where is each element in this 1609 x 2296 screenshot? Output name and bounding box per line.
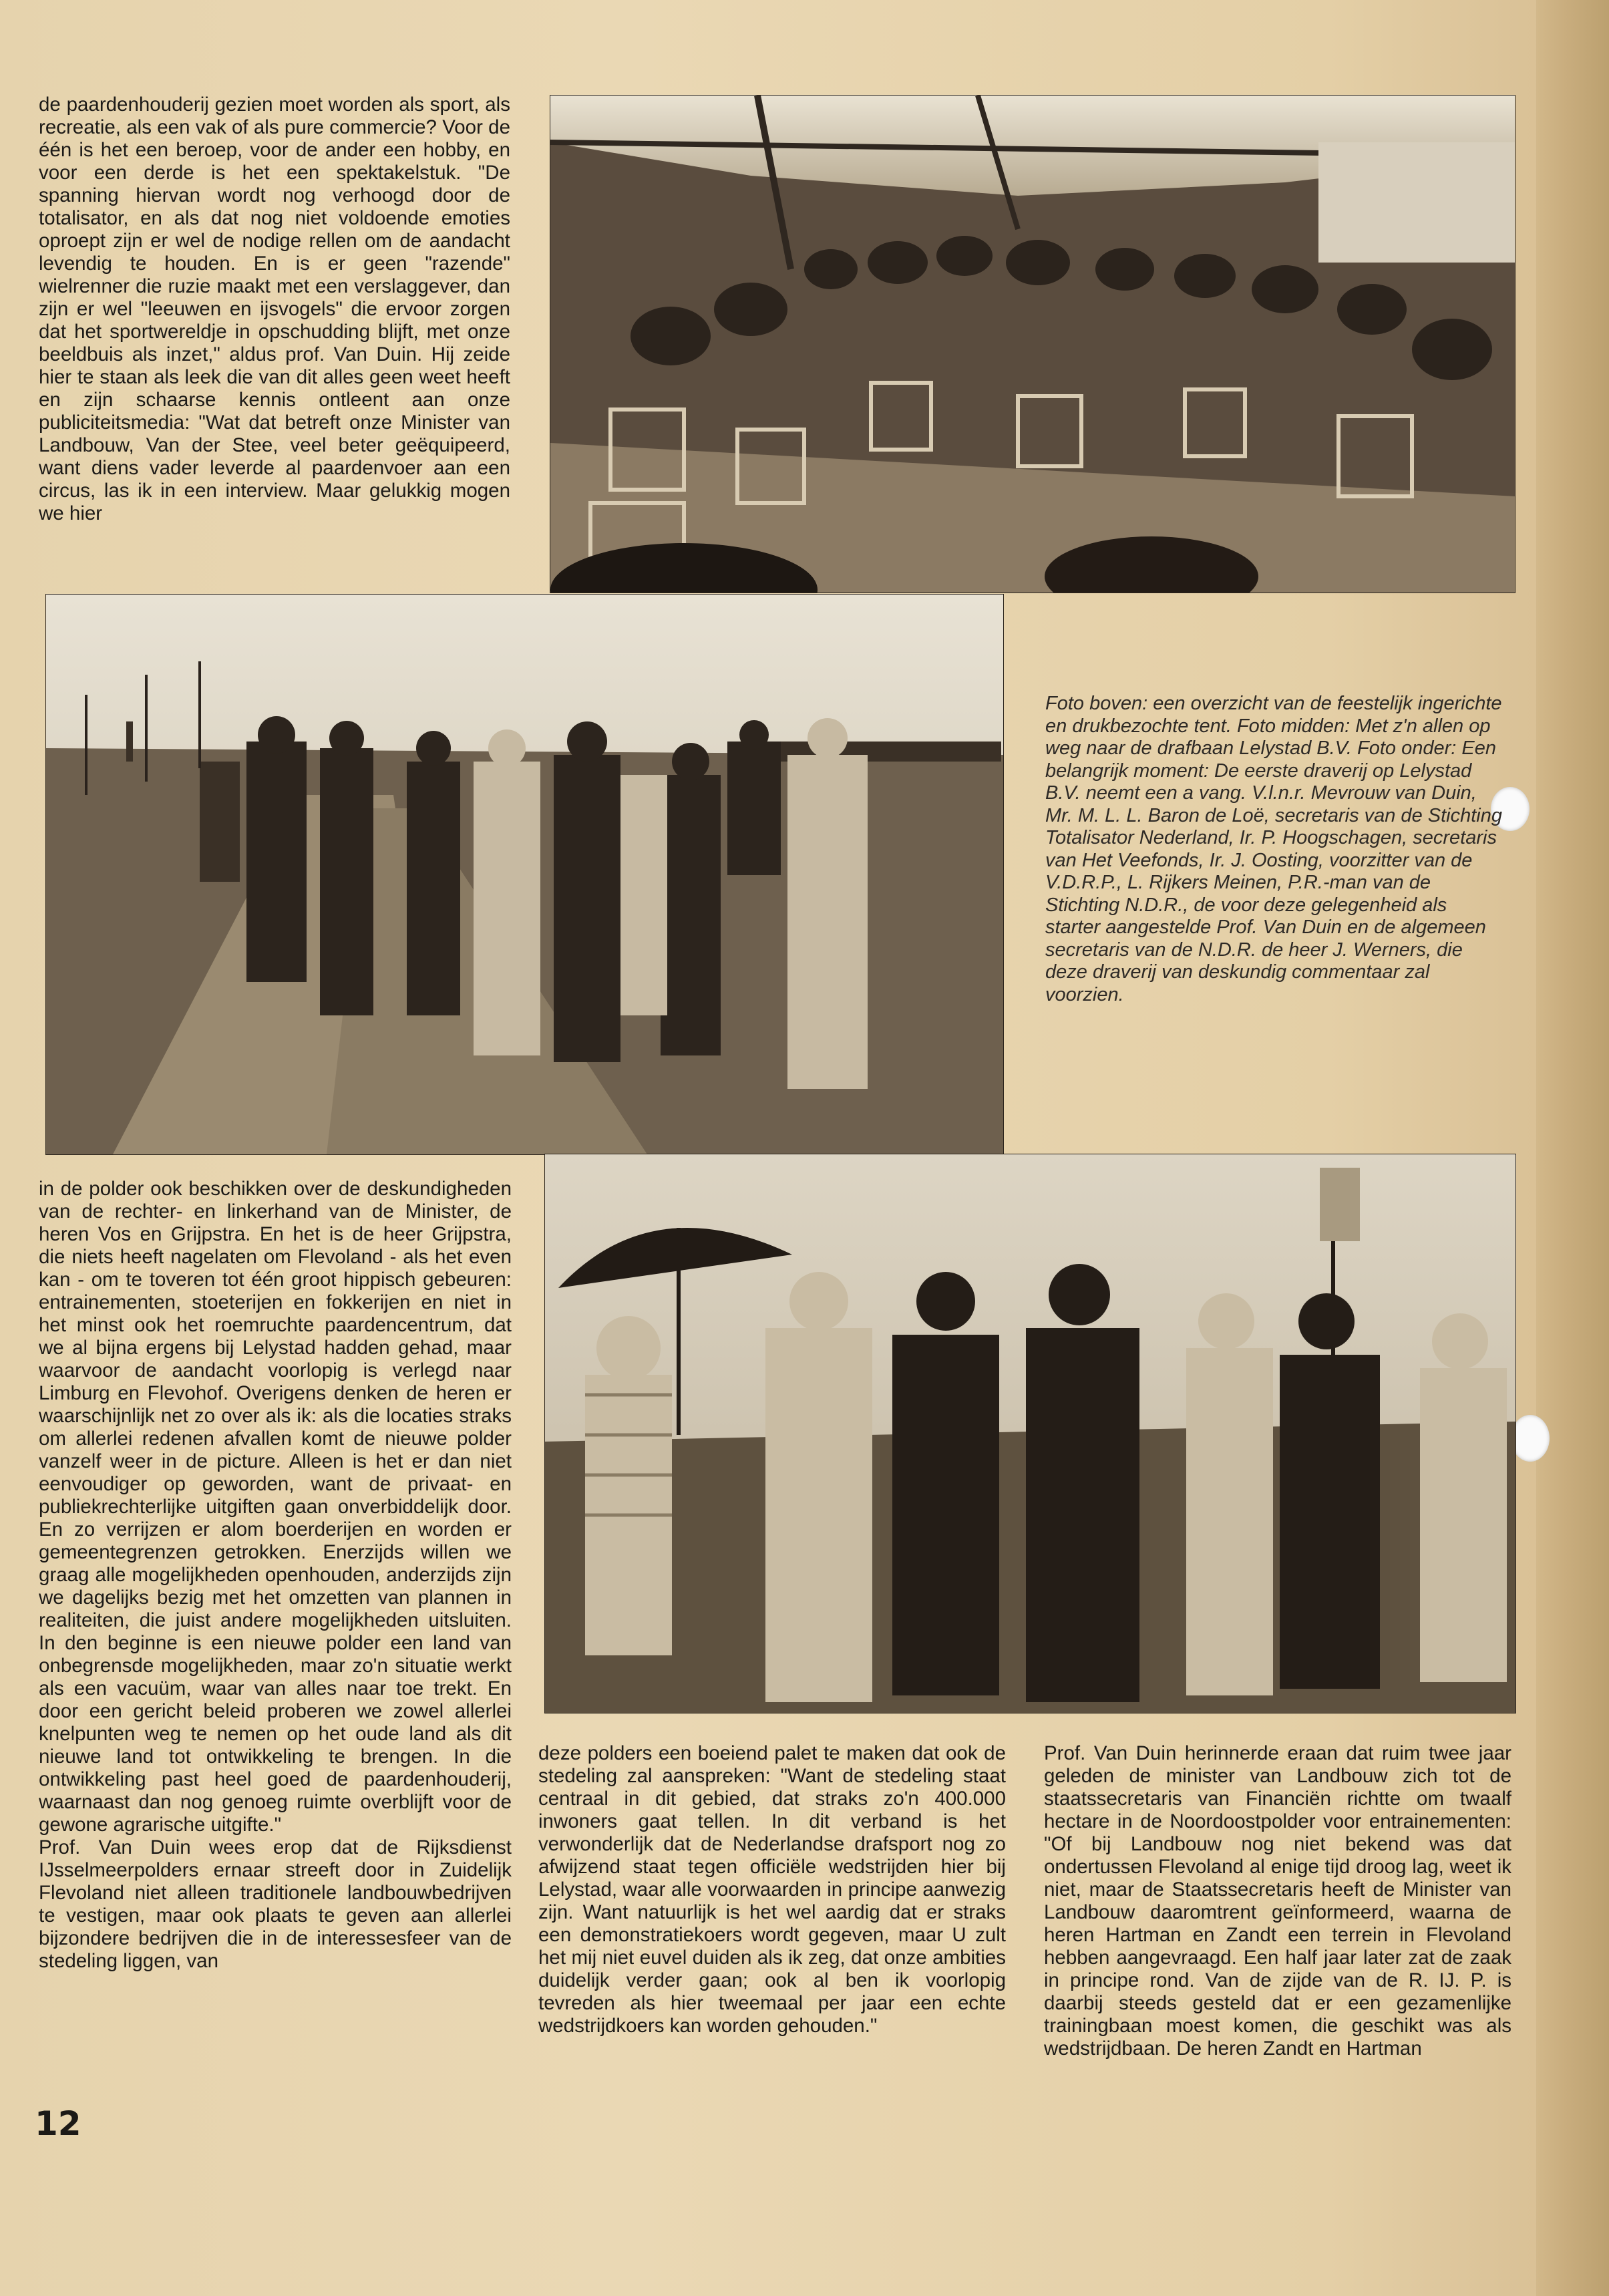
punch-hole-bottom xyxy=(1511,1415,1550,1462)
photo-first-race-moment xyxy=(544,1154,1516,1713)
torn-page-edge xyxy=(1536,0,1609,2296)
article-column-left: in de polder ook beschikken over de deskundigheden van de rechter- en linkerhand van de Minister, de heren Vos en Grijpstra. En het is de heer Grijpstra, die niets heeft nagelaten om Flevoland - als het even kan - om te toveren tot één groot hippisch gebeuren: entrainementen, stoeterijen en fokkerijen en niet in het minst ook het roemruchte paardencentrum, dat we al bijna ergens bij Lelystad hadden gehad, maar waarvoor de aandacht voorlopig is verlegd naar Limburg en Flevohof. Overigens denken de heren er waarschijnlijk net zo over als ik: als die locaties straks om allerlei redenen afvallen komt de nieuwe polder vanzelf weer in de picture. Alleen is het er dan niet eenvoudiger op geworden, want de privaat- en publiekrechterlijke uitgiften gaan onverbiddelijk door. En zo verrijzen er alom boerderijen en worden er gemeentegrenzen getrokken. Enerzijds willen we graag alle mogelijkheden openhouden, anderzijds zijn we dagelijks bezig met het omzetten van plannen in realiteiten, die juist andere mogelijkheden uitsluiten. In den beginne is een nieuwe polder een land van onbegrensde mogelijkheden, maar zo'n situatie werkt als een vacuüm, waar van alles naar toe trekt. En door een gericht beleid proberen we zowel allerlei knelpunten weg te nemen op het oude land als dit nieuwe land tot ontwikkeling te brengen. In die ontwikkeling past heel goed de paardenhouderij, waarnaast dan nog genoeg ruimte overblijft voor de gewone agrarische uitgifte." Prof. Van Duin wees erop dat de Rijksdienst IJsselmeerpolders ernaar streeft door in Zuidelijk Flevoland niet alleen traditionele landbouwbedrijven te vestigen, maar ook plaats te geven aan allerlei bijzondere bedrijven die in de interessesfeer van de stedeling liggen, van xyxy=(39,1178,512,1972)
page-number: 12 xyxy=(35,2104,81,2143)
photo-caption: Foto boven: een overzicht van de feestelijk ingerichte en drukbezochte tent. Foto midden: Met z'n allen op weg naar de drafbaan Lelystad B.V. Foto onder: Een belangrijk moment: De eerste draverij op Lelystad B.V. neemt een a vang. V.l.n.r. Mevrouw van Duin, Mr. M. L. L. Baron de Loë, secretaris van de Stichting Totalisator Nederland, Ir. P. Hoogschagen, secretaris van Het Veefonds, Ir. J. Oosting, voorzitter van de V.D.R.P., L. Rijkers Meinen, P.R.-man van de Stichting N.D.R., de voor deze gelegenheid als starter aangestelde Prof. Van Duin en de algemeen secretaris van de N.D.R. de heer J. Werners, die deze draverij van deskundig commentaar zal voorzien. xyxy=(1045,693,1502,1005)
article-column-top: de paardenhouderij gezien moet worden als sport, als recreatie, als een vak of als pure commercie? Voor de één is het een beroep, voor de ander een hobby, en voor een derde is het een spektakelstuk. "De spanning hiervan wordt nog verhoogd door de totalisator, en als dat nog niet voldoende emoties oproept zijn er wel de nodige rellen om de aandacht levendig te houden. En is er geen "razende" wielrenner die ruzie maakt met een verslaggever, dan zijn er wel "leeuwen en ijsvogels" die ervoor zorgen dat het sportwereldje in opschudding blijft, met onze beeldbuis als inzet," aldus prof. Van Duin. Hij zeide hier te staan als leek die van dit alles geen weet heeft en zijn schaarse kennis ontleent aan onze publiciteitsmedia: "Wat dat betreft onze Minister van Landbouw, Van der Stee, veel beter geëquipeerd, want diens vader leverde al paardenvoer aan een circus, las ik in een interview. Maar gelukkig mogen we hier xyxy=(39,94,510,524)
photo-tent-overview xyxy=(550,95,1515,593)
article-column-right: Prof. Van Duin herinnerde eraan dat ruim twee jaar geleden de minister van Landbouw zich tot de staatssecretaris van Financiën richtte om twaalf hectare in de Noordoostpolder voor entrainementen: "Of bij Landbouw nog niet bekend was dat ondertussen Flevoland al enige tijd droog lag, weet ik niet, maar de Staatssecretaris heeft de Minister van Landbouw daaromtrent geïnformeerd, waarna de heren Hartman en Zandt een terrein in Flevoland hebben aangevraagd. Een half jaar later zat de zaak in principe rond. Van de zijde van de R. IJ. P. is daarbij steeds gesteld dat er een gezamenlijke trainingbaan moest komen, die geschikt was als wedstrijdbaan. De heren Zandt en Hartman xyxy=(1044,1742,1511,2060)
photo-walk-to-track xyxy=(45,594,1004,1155)
article-column-middle: deze polders een boeiend palet te maken dat ook de stedeling zal aanspreken: "Want de stedeling staat centraal in dit gebied, dat straks zo'n 400.000 inwoners gaat tellen. In dit verband is het verwonderlijk dat de Nederlandse drafsport nog zo afwijzend staat tegen officiële wedstrijden hier bij Lelystad, waar alle voorwaarden in principe aanwezig zijn. Want natuurlijk is het wel aardig dat er straks een demonstratiekoers wordt gegeven, maar U zult het mij niet euvel duiden als ik zeg, dat onze ambities duidelijk verder gaan; ook al ben ik voorlopig tevreden als hier tweemaal per jaar een echte wedstrijdkoers kan worden gehouden." xyxy=(538,1742,1006,2037)
